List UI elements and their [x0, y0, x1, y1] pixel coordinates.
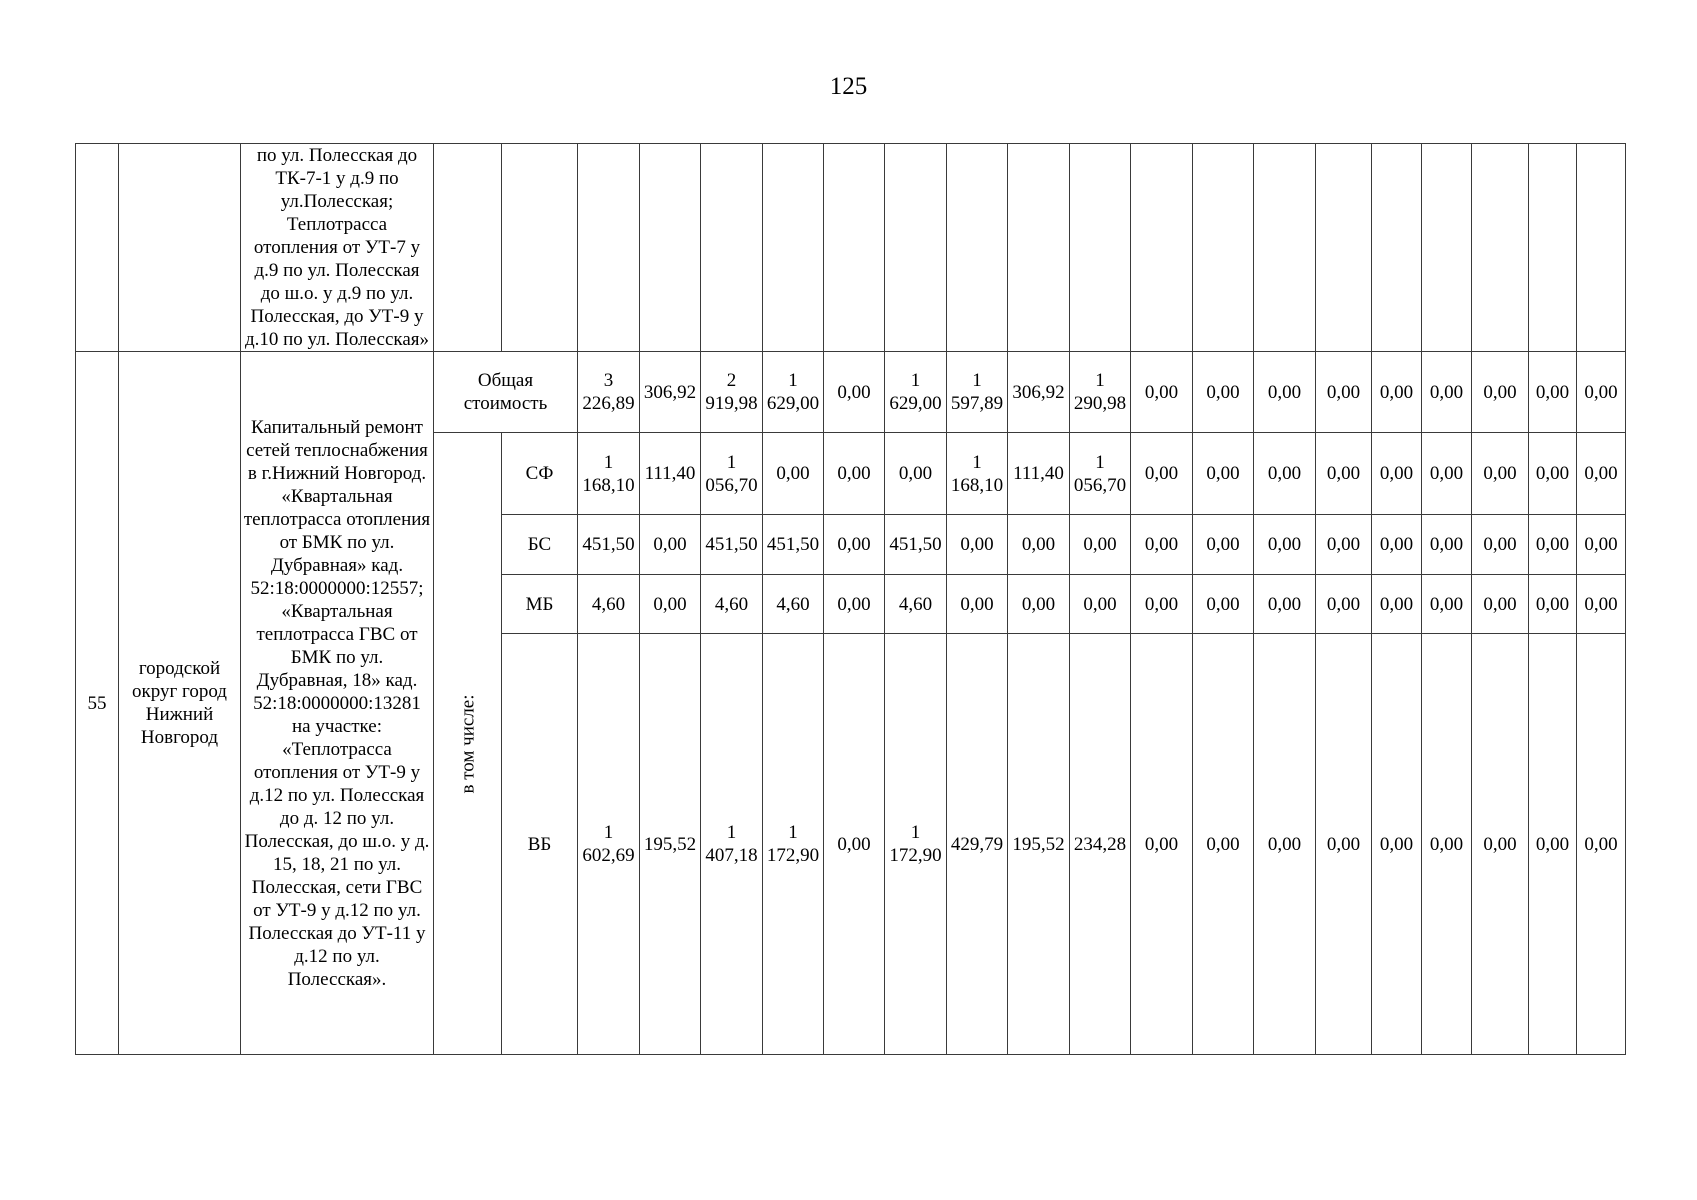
table-cell: 1 056,70: [701, 433, 763, 515]
table-cell: 0,00: [1193, 433, 1254, 515]
table-cell: 451,50: [885, 515, 947, 575]
table-cell: 195,52: [1008, 634, 1070, 1055]
table-cell: 2 919,98: [701, 352, 763, 433]
cont-municipality-cell: [119, 144, 241, 352]
table-cell: 4,60: [701, 575, 763, 634]
table-cell: 0,00: [1131, 575, 1193, 634]
table-cell: 0,00: [763, 433, 824, 515]
table-cell: 0,00: [1472, 515, 1529, 575]
table-cell: 306,92: [1008, 352, 1070, 433]
cont-number-cell: [76, 144, 119, 352]
table-cell: 0,00: [1422, 352, 1472, 433]
page-number: 125: [829, 73, 868, 100]
table-cell: 1 172,90: [763, 634, 824, 1055]
table-cell: 0,00: [824, 352, 885, 433]
table-cell: 1 056,70: [1070, 433, 1131, 515]
table-row-total: [76, 352, 1626, 433]
table-cell: 0,00: [1372, 575, 1422, 634]
table-cell: 0,00: [1422, 575, 1472, 634]
row-label: СФ: [502, 433, 578, 515]
table-cell: 0,00: [1372, 352, 1422, 433]
continuation-description: по ул. Полесская до ТК-7-1 у д.9 по ул.Полесская; Теплотрасса отопления от УТ-7 у д.9 по ул. Полесская до ш.о. у д.9 по ул. Полесская, до УТ-9 у д.10 по ул. Полесская»: [241, 144, 434, 352]
including-label-cell: [434, 433, 502, 1055]
table-cell: 0,00: [1131, 515, 1193, 575]
table-cell: 1 602,69: [578, 634, 640, 1055]
table-cell: 0,00: [1193, 515, 1254, 575]
table-cell: 0,00: [1131, 634, 1193, 1055]
table-cell: 0,00: [1131, 352, 1193, 433]
table-cell: 0,00: [1316, 634, 1372, 1055]
row-label: ВБ: [502, 634, 578, 1055]
table-cell: 195,52: [640, 634, 701, 1055]
table-cell: 0,00: [885, 433, 947, 515]
table-cell: 0,00: [1529, 515, 1577, 575]
table-cell: 0,00: [1316, 515, 1372, 575]
table-cell: 0,00: [1254, 515, 1316, 575]
table-cell: 0,00: [1193, 634, 1254, 1055]
table-cell: 0,00: [824, 433, 885, 515]
table-cell: 0,00: [1316, 575, 1372, 634]
table-cell: 451,50: [701, 515, 763, 575]
table-cell: 0,00: [1193, 575, 1254, 634]
table-cell: 0,00: [1372, 634, 1422, 1055]
entry-description: Капитальный ремонт сетей теплоснабжения в г.Нижний Новгород. «Квартальная теплотрасса отопления от БМК по ул. Дубравная» кад. 52:18:0000000:12557; «Квартальная теплотрасса ГВС от БМК по ул. Дубравная, 18» кад. 52:18:0000000:13281 на участке: «Теплотрасса отопления от УТ-9 у д.12 по ул. Полесская до д. 12 по ул. Полесская, до ш.о. у д. 15, 18, 21 по ул. Полесская, сети ГВС от УТ-9 у д.12 по ул. Полесская до УТ-11 у д.12 по ул. Полесская».: [241, 352, 434, 1055]
table-cell: 1 290,98: [1070, 352, 1131, 433]
table-cell: 0,00: [947, 515, 1008, 575]
table-cell: 0,00: [1316, 352, 1372, 433]
table-cell: 306,92: [640, 352, 701, 433]
table-cell: 0,00: [1472, 352, 1529, 433]
table-cell: 0,00: [824, 515, 885, 575]
table-cell: 0,00: [1254, 634, 1316, 1055]
table-cell: 0,00: [1193, 352, 1254, 433]
table-cell: 451,50: [763, 515, 824, 575]
table-cell: 0,00: [1070, 575, 1131, 634]
table-cell: 0,00: [947, 575, 1008, 634]
table-cell: 0,00: [1577, 575, 1626, 634]
table-cell: 3 226,89: [578, 352, 640, 433]
table-cell: 0,00: [1316, 433, 1372, 515]
table-cell: 111,40: [640, 433, 701, 515]
table-cell: 451,50: [578, 515, 640, 575]
table-cell: 0,00: [1372, 515, 1422, 575]
table-cell: 0,00: [640, 575, 701, 634]
table-cell: 0,00: [1529, 634, 1577, 1055]
row-label: БС: [502, 515, 578, 575]
table-cell: 0,00: [1070, 515, 1131, 575]
table-cell: 1 168,10: [578, 433, 640, 515]
table-cell: 0,00: [1422, 634, 1472, 1055]
table-cell: 1 168,10: [947, 433, 1008, 515]
table-cell: 111,40: [1008, 433, 1070, 515]
table-cell: 0,00: [1577, 433, 1626, 515]
table-cell: 0,00: [1472, 575, 1529, 634]
table-cell: 1 629,00: [885, 352, 947, 433]
funding-table: [75, 143, 1626, 1055]
table-cell: 0,00: [1472, 634, 1529, 1055]
table-cell: 429,79: [947, 634, 1008, 1055]
entry-number: 55: [76, 352, 119, 1055]
table-cell: 234,28: [1070, 634, 1131, 1055]
total-label: Общая стоимость: [434, 352, 578, 433]
table-cell: 0,00: [1529, 575, 1577, 634]
table-cell: 0,00: [1254, 433, 1316, 515]
table-cell: 0,00: [1008, 515, 1070, 575]
table-cell: 0,00: [1422, 515, 1472, 575]
table-cell: 0,00: [1422, 433, 1472, 515]
table-cell: 0,00: [1529, 352, 1577, 433]
entry-municipality: городской округ город Нижний Новгород: [119, 352, 241, 1055]
table-cell: 0,00: [1254, 352, 1316, 433]
table-cell: 1 172,90: [885, 634, 947, 1055]
table-cell: 0,00: [1472, 433, 1529, 515]
table-cell: 0,00: [1131, 433, 1193, 515]
table-cell: 0,00: [1577, 352, 1626, 433]
table-cell: 0,00: [824, 575, 885, 634]
table-cell: 0,00: [640, 515, 701, 575]
table-cell: 4,60: [578, 575, 640, 634]
table-cell: 0,00: [824, 634, 885, 1055]
table-cell: 0,00: [1529, 433, 1577, 515]
table-cell: 4,60: [763, 575, 824, 634]
table-cell: 1 597,89: [947, 352, 1008, 433]
table-cell: 0,00: [1008, 575, 1070, 634]
table-cell: 0,00: [1254, 575, 1316, 634]
row-label: МБ: [502, 575, 578, 634]
table-cell: 0,00: [1577, 515, 1626, 575]
table-cell: 4,60: [885, 575, 947, 634]
table-cell: 0,00: [1577, 634, 1626, 1055]
table-cell: 1 629,00: [763, 352, 824, 433]
continuation-row: [76, 144, 1626, 352]
including-label: в том числе:: [457, 693, 478, 794]
table-cell: 1 407,18: [701, 634, 763, 1055]
table-cell: 0,00: [1372, 433, 1422, 515]
